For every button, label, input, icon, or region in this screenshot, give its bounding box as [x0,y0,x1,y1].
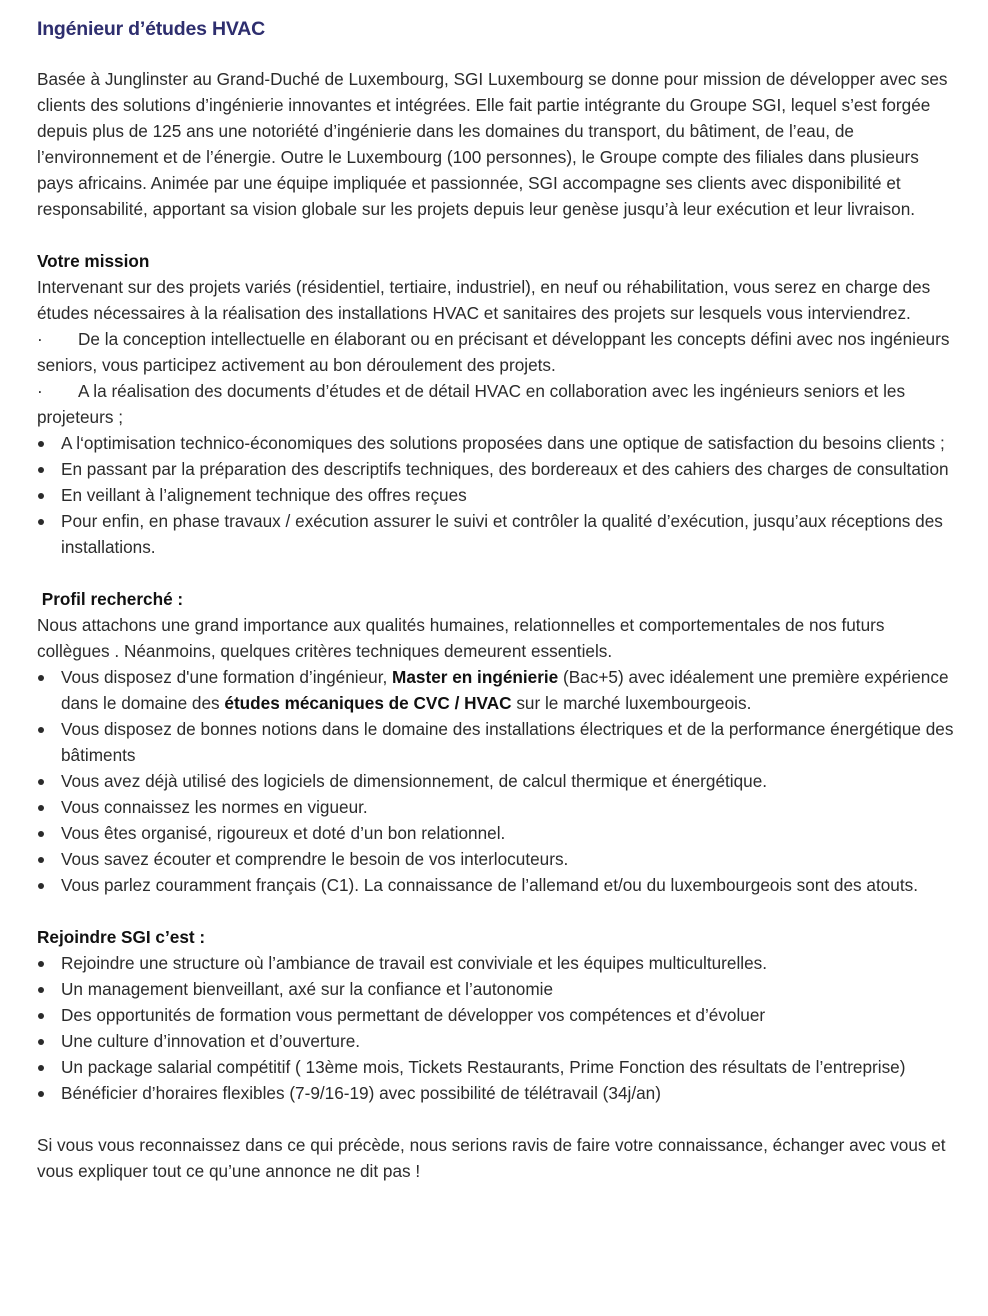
join-list [37,950,958,1106]
list-item: Rejoindre une structure où l’ambiance de travail est conviviale et les équipes multiculturelles. [37,950,958,976]
dot-bullet-icon: · [37,381,43,401]
mission-section [37,248,958,560]
mission-text: Intervenant sur des projets variés (résidentiel, tertiaire, industriel), en neuf ou réhabilitation, vous serez en charge des études nécessaires à la réalisation des installations HVAC et sanitaires des projets sur lesquels vous interviendrez. [37,277,931,323]
list-item: A l‘optimisation technico-économiques des solutions proposées dans une optique de satisfaction du besoins clients ; [37,430,958,456]
list-item: Vous connaissez les normes en vigueur. [37,794,958,820]
profile-list [37,664,958,898]
mission-list [37,430,958,560]
list-item: Pour enfin, en phase travaux / exécution assurer le suivi et contrôler la qualité d’exécution, jusqu’aux réceptions des installations. [37,508,958,560]
list-item: Vous parlez couramment français (C1). La connaissance de l’allemand et/ou du luxembourgeois sont des atouts. [37,872,958,898]
mission-heading: Votre mission [37,251,150,271]
list-item: Vous savez écouter et comprendre le besoin de vos interlocuteurs. [37,846,958,872]
job-title: Ingénieur d’études HVAC [37,18,265,40]
profile-section [37,586,958,898]
dot-bullet-icon: · [37,329,43,349]
mission-dot-item: · De la conception intellectuelle en élaborant ou en précisant et développant les concepts défini avec nos ingénieurs seniors, vous participez activement au bon déroulement des projets. [37,326,958,378]
profile-text: Nous attachons une grand importance aux qualités humaines, relationnelles et comportementales de nos futurs collègues . Néanmoins, quelques critères techniques demeurent essentiels. [37,615,885,661]
list-item: Vous avez déjà utilisé des logiciels de dimensionnement, de calcul thermique et énergétique. [37,768,958,794]
profile-heading: Profil recherché : [37,589,184,609]
list-item: En veillant à l’alignement technique des offres reçues [37,482,958,508]
join-section [37,924,958,1106]
list-item: Un package salarial compétitif ( 13ème mois, Tickets Restaurants, Prime Fonction des résultats de l’entreprise) [37,1054,958,1080]
list-item: Un management bienveillant, axé sur la confiance et l’autonomie [37,976,958,1002]
list-item: Une culture d’innovation et d’ouverture. [37,1028,958,1054]
list-item: Des opportunités de formation vous permettant de développer vos compétences et d’évoluer [37,1002,958,1028]
list-item: Vous disposez d'une formation d’ingénieur, Master en ingénierie (Bac+5) avec idéalement une première expérience dans le domaine des études mécaniques de CVC / HVAC sur le marché luxembourgeois. [37,664,958,716]
list-item: En passant par la préparation des descriptifs techniques, des bordereaux et des cahiers des charges de consultation [37,456,958,482]
join-heading: Rejoindre SGI c’est : [37,927,206,947]
company-intro: Basée à Junglinster au Grand-Duché de Luxembourg, SGI Luxembourg se donne pour mission de développer avec ses clients des solutions d’ingénierie innovantes et intégrées. Elle fait partie intégrante du Groupe SGI, lequel s’est forgée depuis plus de 125 ans une notoriété d’ingénierie dans les domaines du transport, du bâtiment, de l’eau, de l’environnement et de l’énergie. Outre le Luxembourg (100 personnes), le Groupe compte des filiales dans plusieurs pays africains. Animée par une équipe impliquée et passionnée, SGI accompagne ses clients avec disponibilité et responsabilité, apportant sa vision globale sur les projets depuis leur genèse jusqu’à leur exécution et leur livraison. [37,69,948,219]
list-item: Vous êtes organisé, rigoureux et doté d’un bon relationnel. [37,820,958,846]
closing-text: Si vous vous reconnaissez dans ce qui précède, nous serions ravis de faire votre connaissance, échanger avec vous et vous expliquer tout ce qu’une annonce ne dit pas ! [37,1135,946,1181]
mission-dot-item: · A la réalisation des documents d’études et de détail HVAC en collaboration avec les ingénieurs seniors et les projeteurs ; [37,378,958,430]
list-item: Vous disposez de bonnes notions dans le domaine des installations électriques et de la performance énergétique des bâtiments [37,716,958,768]
list-item: Bénéficier d’horaires flexibles (7-9/16-19) avec possibilité de télétravail (34j/an) [37,1080,958,1106]
